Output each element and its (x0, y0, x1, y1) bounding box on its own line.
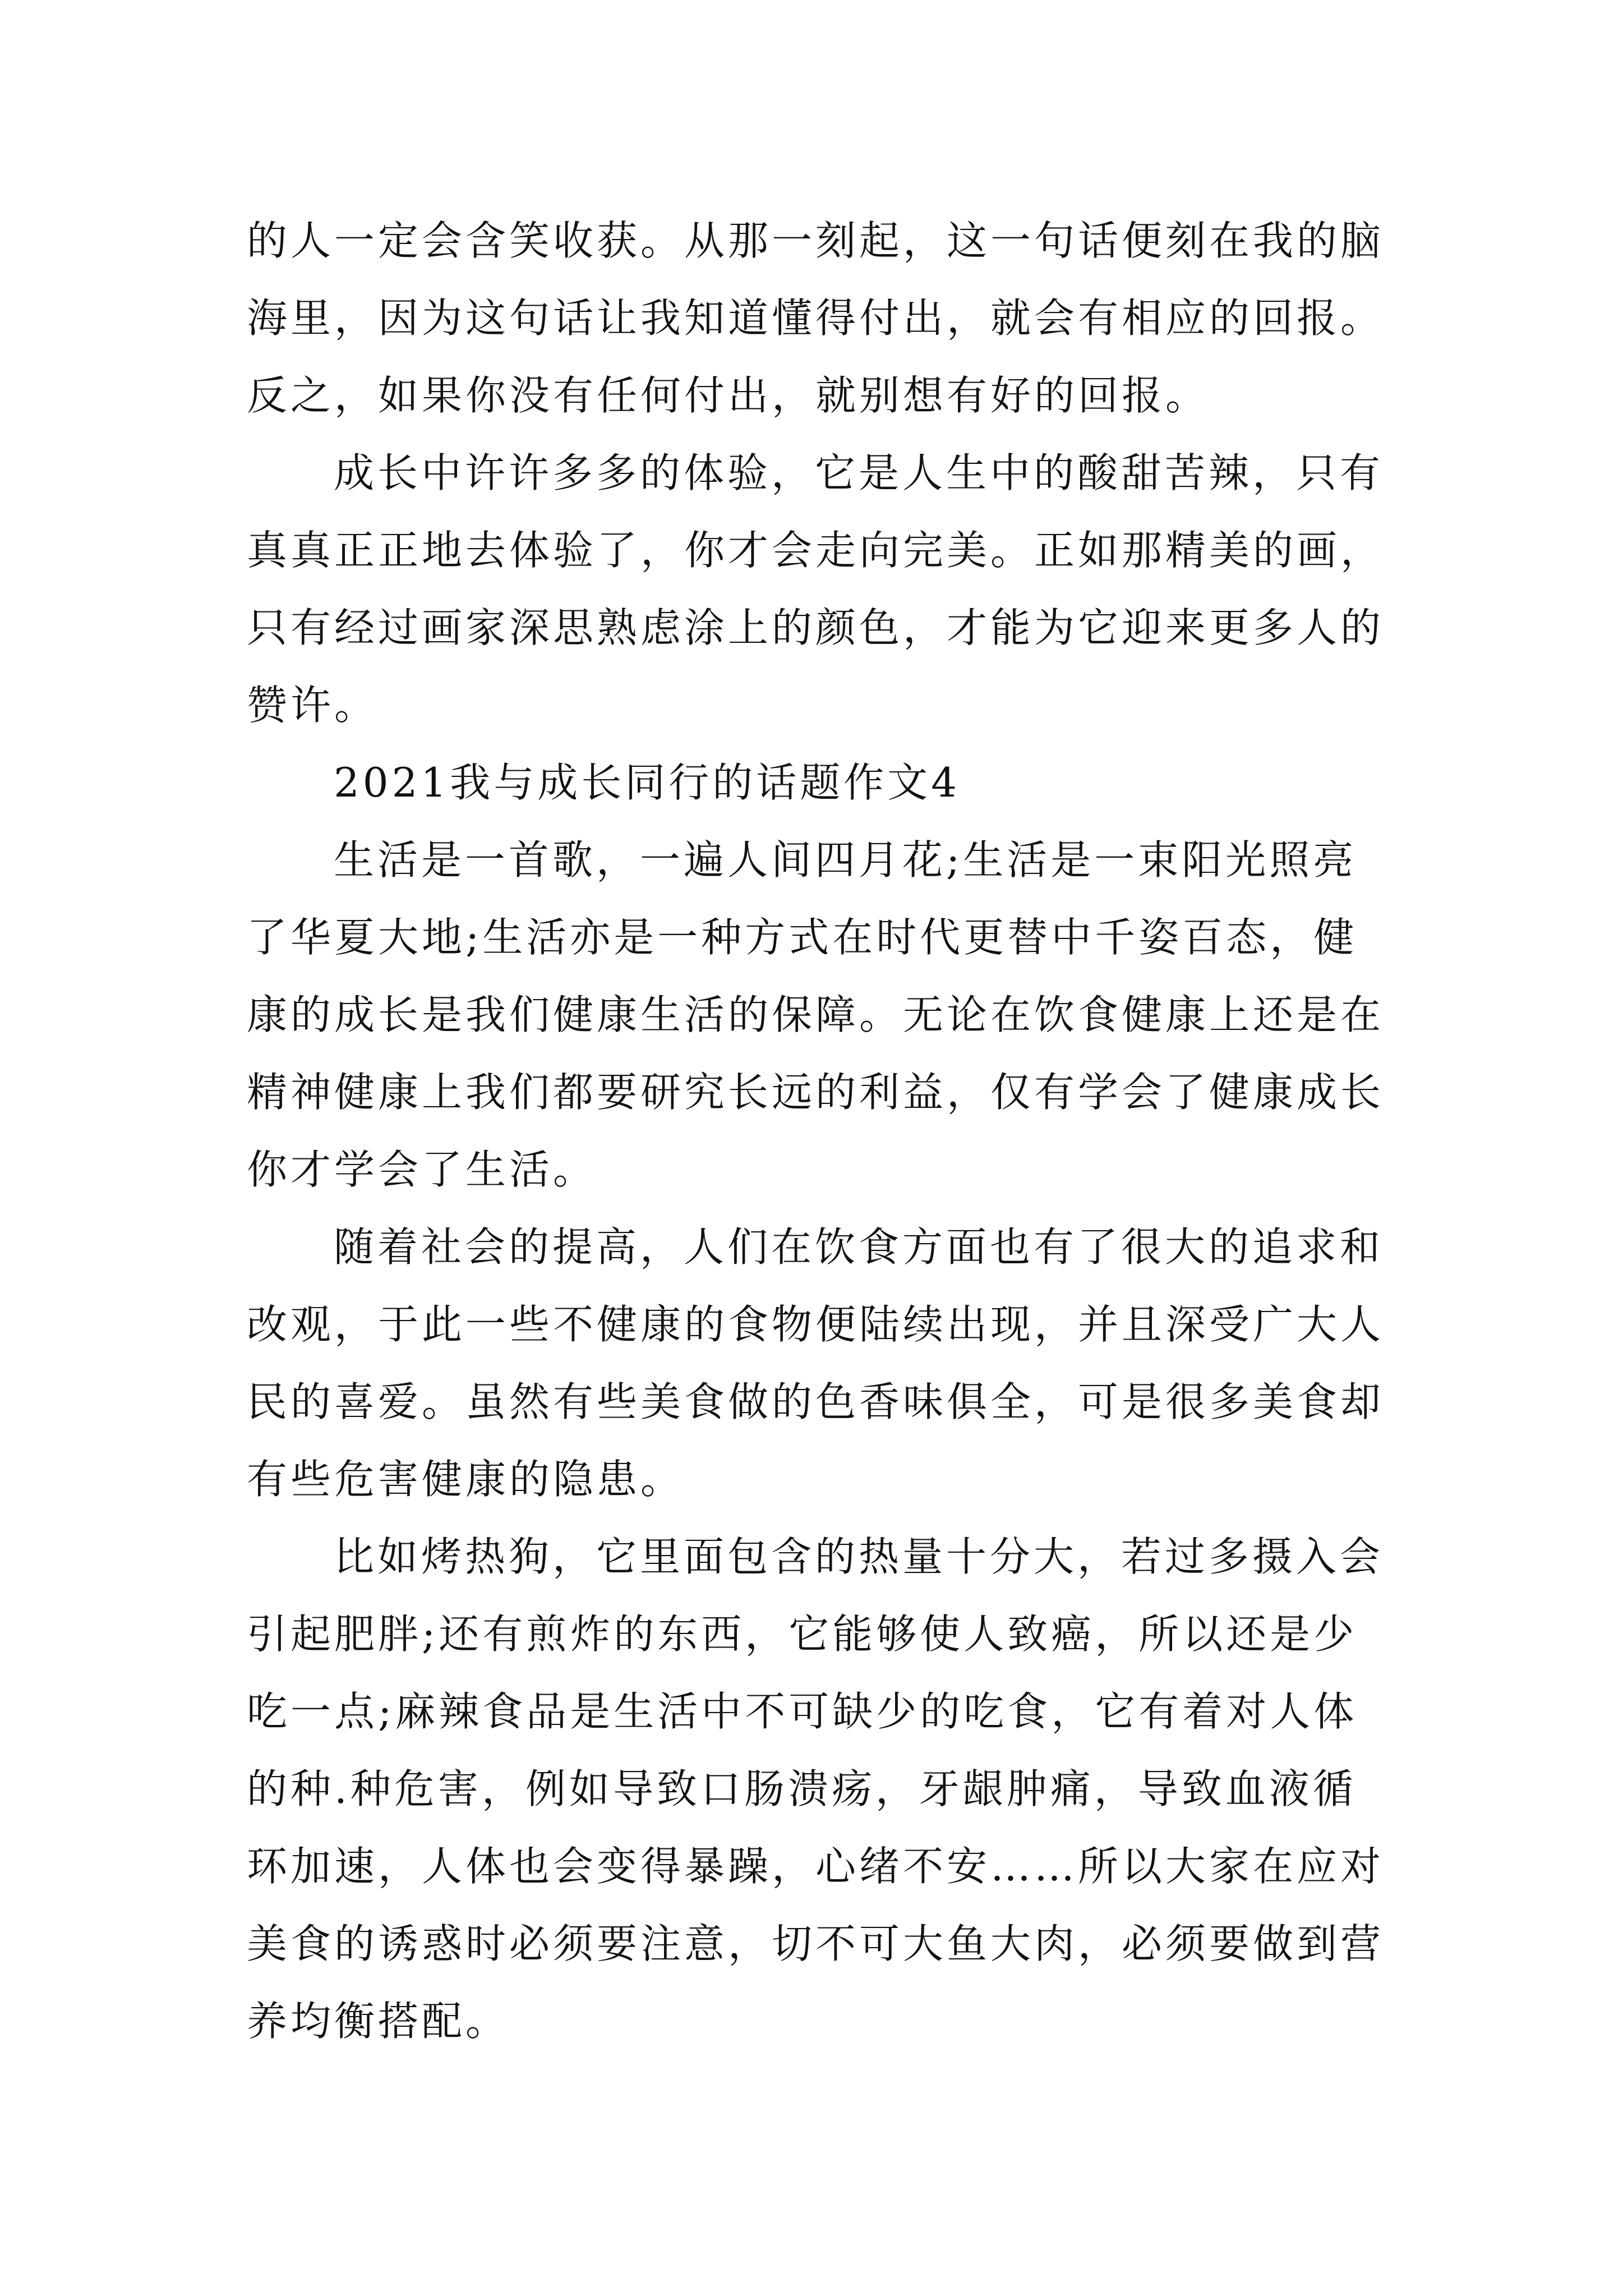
text-line: 反之，如果你没有任何付出，就别想有好的回报。 (247, 372, 1210, 419)
text-line: 赞许。 (247, 682, 379, 729)
text-line: 民的喜爱。虽然有些美食做的色香味俱全，可是很多美食却 (247, 1378, 1385, 1425)
essay-body (247, 202, 1391, 2060)
text-line: 吃一点;麻辣食品是生活中不可缺少的吃食，它有着对人体 (247, 1688, 1358, 1735)
text-line: 养均衡搭配。 (247, 1998, 510, 2045)
section-heading: 2021我与成长同行的话题作文4 (334, 759, 961, 806)
text-line: 引起肥胖;还有煎炸的东西，它能够使人致癌，所以还是少 (247, 1611, 1358, 1658)
text-line: 比如烤热狗，它里面包含的热量十分大，若过多摄入会 (334, 1533, 1384, 1580)
text-line: 随着社会的提高，人们在饮食方面也有了很大的追求和 (334, 1223, 1384, 1271)
text-line: 环加速，人体也会变得暴躁，心绪不安……所以大家在应对 (247, 1843, 1385, 1890)
text-line: 康的成长是我们健康生活的保障。无论在饮食健康上还是在 (247, 991, 1385, 1038)
text-line: 改观，于此一些不健康的食物便陆续出现，并且深受广大人 (247, 1301, 1385, 1348)
text-line: 真真正正地去体验了，你才会走向完美。正如那精美的画， (247, 527, 1385, 574)
text-line: 有些危害健康的隐患。 (247, 1456, 685, 1503)
text-line: 的种.种危害，例如导致口肠溃疡，牙龈肿痛，导致血液循 (247, 1765, 1357, 1812)
text-line: 的人一定会含笑收获。从那一刻起，这一句话便刻在我的脑 (247, 217, 1385, 264)
text-line: 精神健康上我们都要研究长远的利益，仅有学会了健康成长 (247, 1069, 1385, 1116)
text-line: 只有经过画家深思熟虑涂上的颜色，才能为它迎来更多人的 (247, 604, 1385, 651)
text-line: 了华夏大地;生活亦是一种方式在时代更替中千姿百态，健 (247, 914, 1358, 961)
text-line: 生活是一首歌，一遍人间四月花;生活是一束阳光照亮 (334, 836, 1357, 884)
text-line: 你才学会了生活。 (247, 1146, 597, 1193)
text-line: 成长中许许多多的体验，它是人生中的酸甜苦辣，只有 (334, 449, 1384, 496)
text-line: 海里，因为这句话让我知道懂得付出，就会有相应的回报。 (247, 295, 1385, 342)
text-line: 美食的诱惑时必须要注意，切不可大鱼大肉，必须要做到营 (247, 1920, 1385, 1967)
